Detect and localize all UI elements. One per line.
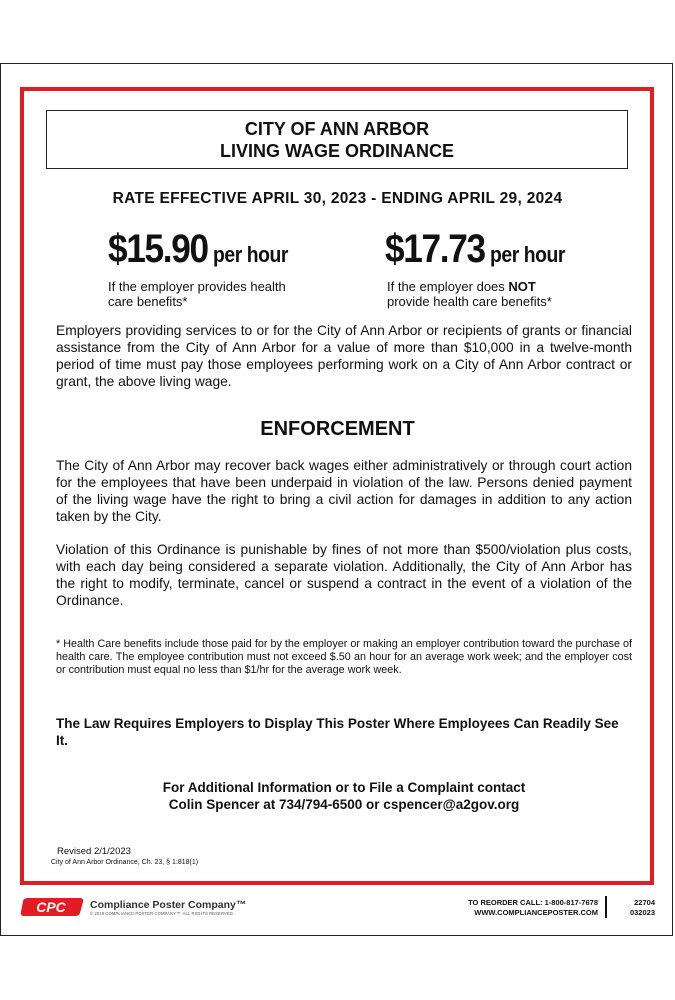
wage-desc-not: NOT bbox=[508, 279, 536, 294]
wage-amount: $15.90 bbox=[108, 227, 208, 271]
ordinance-citation: City of Ann Arbor Ordinance, Ch. 23, § 1:818(1) bbox=[51, 859, 199, 866]
wage-desc-with-benefits: If the employer provides health care benefits* bbox=[108, 279, 286, 309]
wage-unit: per hour bbox=[213, 242, 289, 267]
enforcement-paragraph-1: The City of Ann Arbor may recover back wages either administratively or through court action for the employees that have been underpaid in violation of the law. Persons denied payment of the living wage have the right to bring a civil action for damages in addition to any action taken by the City. bbox=[56, 458, 632, 524]
footer-code-1: 22704 bbox=[634, 898, 655, 907]
footer-divider bbox=[605, 896, 607, 918]
footer-product-code bbox=[630, 898, 655, 918]
footer-reorder-phone: TO REORDER CALL: 1-800-817-7678 bbox=[468, 898, 598, 907]
wage-desc-pre: If the employer does bbox=[387, 279, 509, 294]
enforcement-paragraph-2: Violation of this Ordinance is punishable by fines of not more than $500/violation plus costs, with each day being considered a separate violation. Additionally, the City of Ann Arbor has the right to modify, terminate, cancel or suspend a contract in the event of a violation of the Ordinance. bbox=[56, 542, 632, 608]
cpc-logo-text: CPC bbox=[36, 899, 66, 915]
wage-amount-with-benefits bbox=[108, 229, 288, 275]
enforcement-heading: ENFORCEMENT bbox=[260, 418, 415, 440]
footer-company-name: Compliance Poster Company™ bbox=[90, 899, 247, 911]
rate-effective-line: RATE EFFECTIVE APRIL 30, 2023 - ENDING APRIL 29, 2024 bbox=[112, 190, 563, 207]
health-care-footnote: * Health Care benefits include those paid for by the employer or making an employer contribution toward the purchase of health care. The employee contribution must not exceed $.50 an hour for an average work week; and the employer cost or contribution must equal no less than $1/hr for the average work week. bbox=[56, 638, 632, 676]
footer-copyright: © 2019 COMPLIANCE POSTER COMPANY™. ALL RIGHTS RESERVED. bbox=[90, 911, 235, 916]
footer-website: WWW.COMPLIANCEPOSTER.COM bbox=[474, 908, 598, 917]
contact-line-1: For Additional Information or to File a Complaint contact bbox=[162, 780, 526, 795]
contact-info bbox=[0, 779, 675, 813]
wage-desc-without-benefits bbox=[387, 279, 590, 309]
title-line-2: LIVING WAGE ORDINANCE bbox=[219, 140, 454, 161]
wage-amount: $17.73 bbox=[385, 227, 485, 271]
footer-code-2: 032023 bbox=[629, 908, 655, 917]
revised-date: Revised 2/1/2023 bbox=[57, 846, 131, 857]
title-line-1: CITY OF ANN ARBOR bbox=[244, 118, 430, 139]
wage-desc-post: provide health care benefits* bbox=[387, 294, 552, 309]
law-display-notice: The Law Requires Employers to Display This Poster Where Employees Can Readily See It. bbox=[56, 716, 619, 748]
wage-without-benefits bbox=[385, 229, 590, 309]
wage-unit: per hour bbox=[490, 242, 566, 267]
wage-with-benefits bbox=[108, 229, 313, 309]
intro-paragraph: Employers providing services to or for the City of Ann Arbor or recipients of grants or financial assistance from the City of Ann Arbor for a value of more than $10,000 in a twelve-month period of time must pay those employees performing work on a City of Ann Arbor contract or grant, the above living wage. bbox=[56, 323, 632, 389]
footer-reorder-info bbox=[468, 898, 598, 918]
wage-amount-without-benefits bbox=[385, 229, 565, 275]
contact-line-2: Colin Spencer at 734/794-6500 or cspencer@a2gov.org bbox=[168, 797, 520, 812]
cpc-logo-icon bbox=[20, 897, 84, 917]
title-box bbox=[46, 110, 628, 169]
